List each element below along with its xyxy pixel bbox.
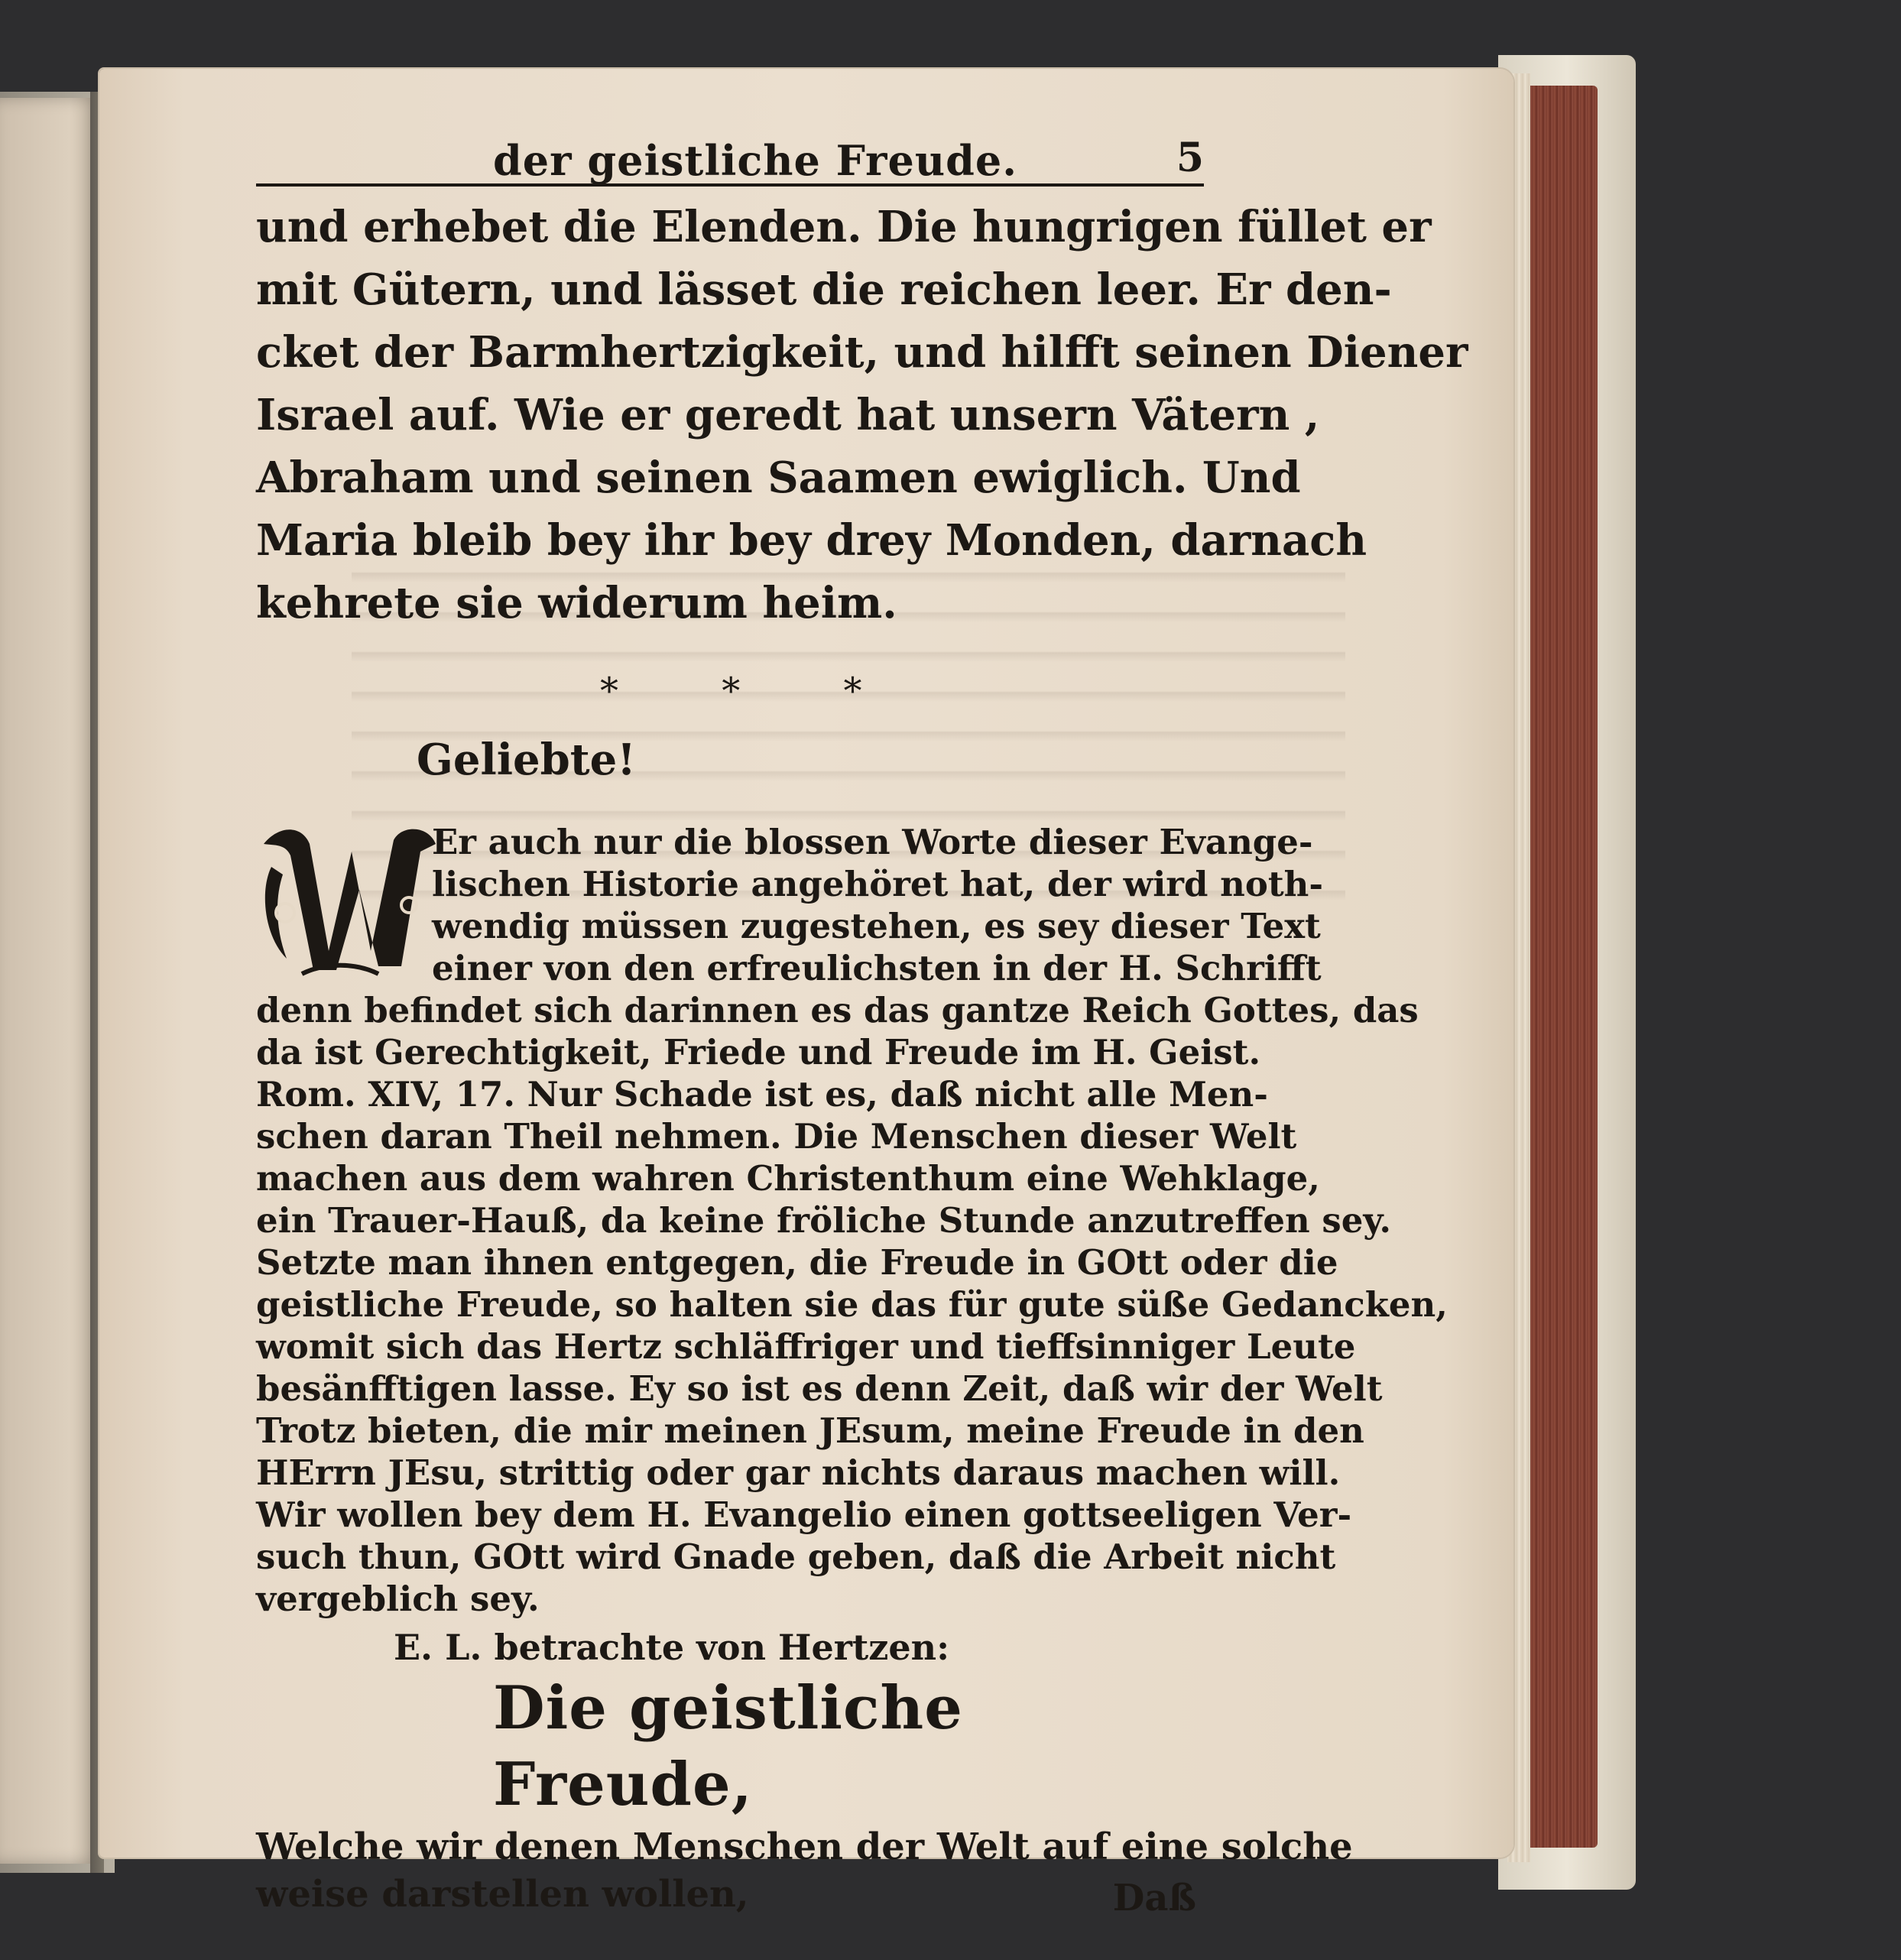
address-line: E. L. betrachte von Hertzen: xyxy=(394,1627,950,1668)
paragraph-2-body xyxy=(256,989,1448,1620)
text-line: Israel auf. Wie er geredt hat unsern Vätern , xyxy=(256,390,1320,440)
text-line: womit sich das Hertz schläffriger und tieffsinniger Leute xyxy=(256,1326,1356,1367)
text-line: lischen Historie angehöret hat, der wird noth- xyxy=(432,864,1324,904)
page-edges-red xyxy=(1525,86,1598,1848)
text-line: wendig müssen zugestehen, es sey dieser Text xyxy=(432,906,1321,946)
text-line: machen aus dem wahren Christenthum eine Wehklage, xyxy=(256,1158,1320,1199)
ornament-stars: * * * xyxy=(600,670,908,712)
running-header xyxy=(256,130,1204,187)
paragraph-1 xyxy=(256,196,1468,634)
text-line: mit Gütern, und lässet die reichen leer. Er den- xyxy=(256,264,1392,315)
page-number: 5 xyxy=(1176,135,1204,181)
text-line: Abraham und seinen Saamen ewiglich. Und xyxy=(256,453,1301,503)
text-line: Rom. XIV, 17. Nur Schade ist es, daß nicht alle Men- xyxy=(256,1074,1268,1115)
text-line: Er auch nur die blossen Worte dieser Evange- xyxy=(432,822,1313,862)
text-line: Maria bleib bey ihr bey drey Monden, darnach xyxy=(256,515,1367,566)
text-line: geistliche Freude, so halten sie das für gute süße Gedancken, xyxy=(256,1284,1448,1325)
section-title: Die geistliche Freude, xyxy=(493,1673,963,1819)
text-line: einer von den erfreulichsten in der H. Schrifft xyxy=(432,948,1322,988)
ornamental-initial-icon xyxy=(256,821,443,982)
text-line: und erhebet die Elenden. Die hungrigen füllet er xyxy=(256,202,1432,252)
text-line: such thun, GOtt wird Gnade geben, daß die Arbeit nicht xyxy=(256,1537,1336,1577)
text-line: Wir wollen bey dem H. Evangelio einen gottseeligen Ver- xyxy=(256,1494,1352,1535)
text-line: HErrn JEsu, strittig oder gar nichts daraus machen will. xyxy=(256,1452,1341,1493)
text-line: denn befindet sich darinnen es das gantze Reich Gottes, das xyxy=(256,990,1419,1030)
text-line: Setzte man ihnen entgegen, die Freude in GOtt oder die xyxy=(256,1242,1338,1283)
text-line: Trotz bieten, die mir meinen JEsum, meine Freude in den xyxy=(256,1410,1364,1451)
catchword: Daß xyxy=(1112,1877,1196,1919)
text-line: besänfftigen lasse. Ey so ist es denn Zeit, daß wir der Welt xyxy=(256,1368,1383,1409)
text-line: weise darstellen wollen, xyxy=(256,1873,749,1916)
page-text-block xyxy=(256,130,1468,1919)
text-line: Welche wir denen Menschen der Welt auf eine solche xyxy=(256,1825,1353,1868)
text-line: ein Trauer-Hauß, da keine fröliche Stunde anzutreffen sey. xyxy=(256,1200,1392,1241)
text-line: cket der Barmhertzigkeit, und hilfft seinen Diener xyxy=(256,327,1468,378)
text-line: vergeblich sey. xyxy=(256,1579,540,1619)
closing-paragraph xyxy=(256,1823,1353,1919)
salutation: Geliebte! xyxy=(417,735,636,785)
text-line: schen daran Theil nehmen. Die Menschen dieser Welt xyxy=(256,1116,1297,1157)
text-line: da ist Gerechtigkeit, Friede und Freude im H. Geist. xyxy=(256,1032,1261,1072)
text-line: kehrete sie widerum heim. xyxy=(256,578,897,628)
header-title: der geistliche Freude. xyxy=(493,136,1018,185)
left-page-edge xyxy=(0,98,99,1864)
paragraph-2 xyxy=(256,821,1448,1620)
